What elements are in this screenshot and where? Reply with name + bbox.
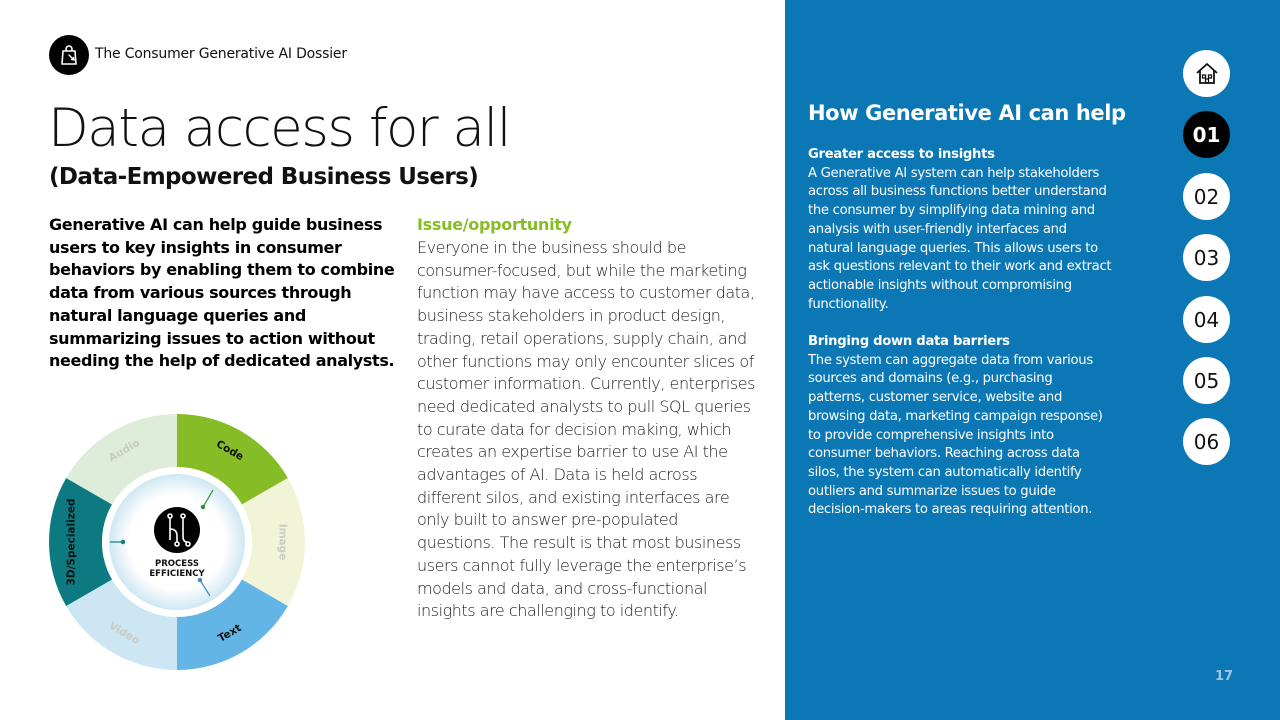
- page-title: Data access for all: [48, 98, 510, 159]
- wheel-label-3d-specialized: 3D/Specialized: [65, 498, 78, 586]
- help-block-access: [808, 146, 1113, 314]
- wheel-label-video: Video: [106, 619, 142, 647]
- nav-item-05[interactable]: 05: [1183, 357, 1230, 404]
- nav-item-06[interactable]: 06: [1183, 418, 1230, 465]
- issue-heading: Issue/opportunity: [417, 215, 572, 234]
- capability-wheel: [45, 412, 310, 677]
- help-title: How Generative AI can help: [808, 101, 1126, 125]
- shopping-bag-icon: [49, 35, 89, 75]
- nav-item-03[interactable]: 03: [1183, 234, 1230, 281]
- wheel-label-code: Code: [213, 438, 246, 464]
- nav-item-02[interactable]: 02: [1183, 173, 1230, 220]
- wheel-center-line1: PROCESS: [155, 559, 199, 569]
- nav-item-04[interactable]: 04: [1183, 296, 1230, 343]
- help-block-body: The system can aggregate data from various sources and domains (e.g., purchasing patterns, customer service, website and browsing data, marketing campaign response) to provide comprehensive insights into consumer behaviors. Reaching across data silos, the system can automatically identify outliers and summarize issues to guide decision-makers to areas requiring attention.: [808, 352, 1103, 518]
- brand-name: The Consumer Generative AI Dossier: [95, 46, 347, 62]
- help-block-barriers: [808, 333, 1113, 520]
- help-block-heading: Bringing down data barriers: [808, 334, 1010, 349]
- issue-body: Everyone in the business should be consumer-focused, but while the marketing function may have access to customer data, business stakeholders in product design, trading, retail operations, supply chain, and other functions may only encounter slices of customer information. Currently, enterprises need dedicated analysts to pull SQL queries to curate data for decision making, which creates an expertise barrier to use AI the advantages of AI. Data is held across different silos, and existing interfaces are only built to answer pre-populated questions. The result is that most business users cannot fully leverage the enterprise’s models and data, and cross-functional insights are challenging to identify.: [417, 238, 755, 621]
- wheel-center-line2: EFFICIENCY: [149, 569, 205, 579]
- wheel-label-audio: Audio: [106, 436, 142, 465]
- wheel-label-image: Image: [276, 523, 289, 561]
- nav-home-button[interactable]: [1183, 50, 1230, 97]
- home-icon: [1193, 60, 1221, 88]
- help-block-body: A Generative AI system can help stakeholders across all business functions better understand the consumer by simplifying data mining and analysis with user-friendly interfaces and natural language queries. This allows users to ask questions relevant to their work and extract actionable insights without compromising functionality.: [808, 165, 1112, 312]
- help-block-heading: Greater access to insights: [808, 147, 995, 162]
- nav-item-01[interactable]: 01: [1183, 111, 1230, 158]
- intro-text: Generative AI can help guide business users to key insights in consumer behaviors by enabling them to combine data from various sources through natural language queries and summarizing issues to action without needing the help of dedicated analysts.: [49, 215, 395, 371]
- page-number: 17: [1215, 669, 1234, 684]
- wheel-label-text: Text: [216, 621, 244, 645]
- page-subtitle: (Data-Empowered Business Users): [49, 164, 479, 190]
